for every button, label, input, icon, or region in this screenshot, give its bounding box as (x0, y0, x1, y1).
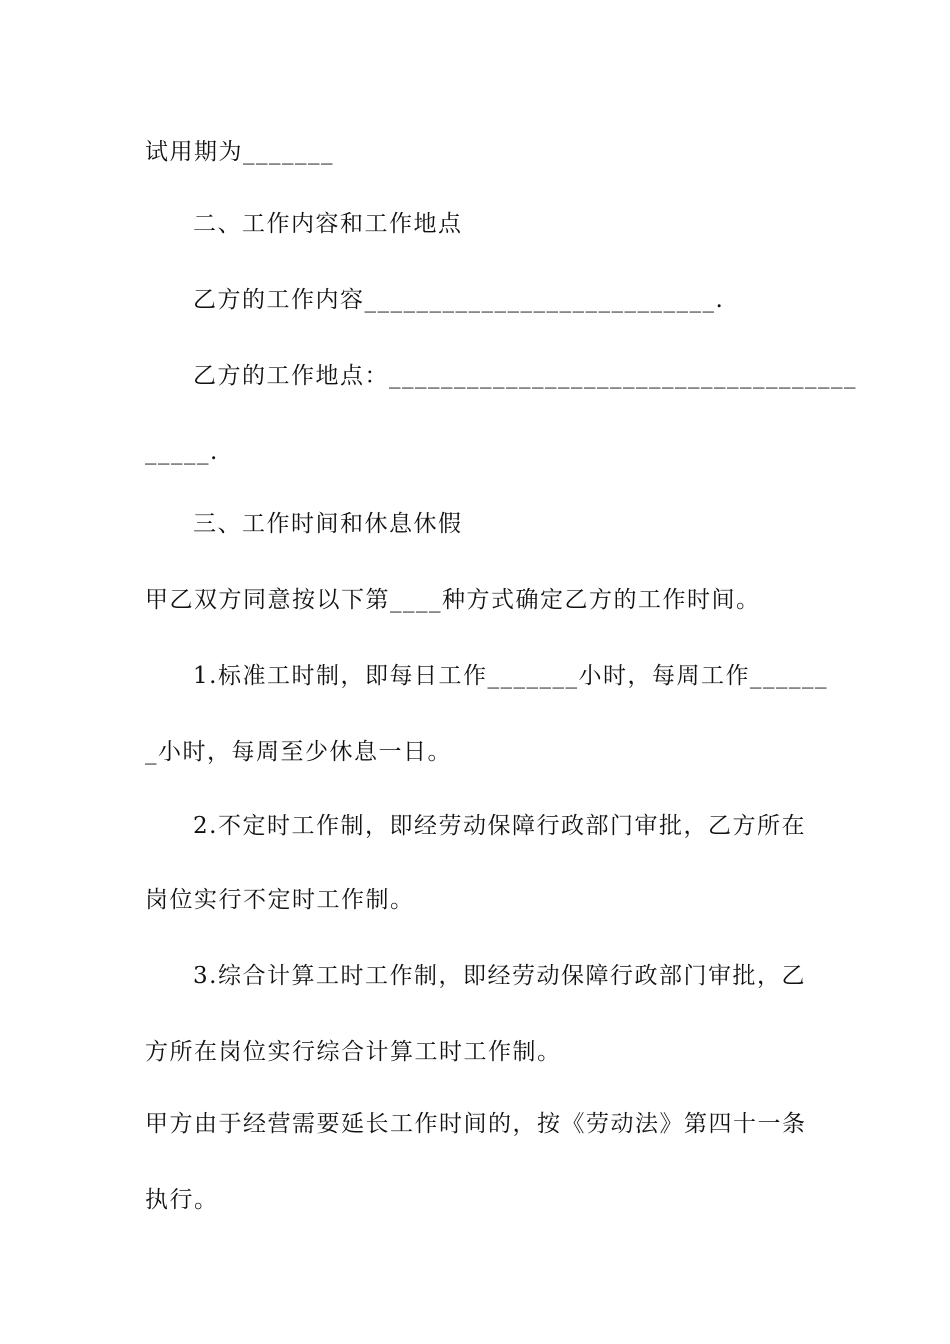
section-2-heading: 二、工作内容和工作地点 (193, 211, 463, 237)
comprehensive-hours-line: 3.综合计算工时工作制，即经劳动保障行政部门审批，乙 (193, 963, 806, 989)
work-time-method-line: 甲乙双方同意按以下第____种方式确定乙方的工作时间。 (145, 587, 761, 613)
work-location-line: 乙方的工作地点：____________________________________ (193, 363, 857, 389)
flexible-hours-continuation: 岗位实行不定时工作制。 (145, 887, 415, 913)
overtime-line: 甲方由于经营需要延长工作时间的，按《劳动法》第四十一条 (145, 1111, 807, 1137)
work-content-line: 乙方的工作内容___________________________. (193, 287, 725, 313)
standard-hours-continuation: _小时，每周至少休息一日。 (145, 739, 452, 765)
overtime-continuation: 执行。 (145, 1187, 219, 1213)
section-3-heading: 三、工作时间和休息休假 (193, 511, 463, 537)
comprehensive-hours-continuation: 方所在岗位实行综合计算工时工作制。 (145, 1039, 562, 1065)
flexible-hours-line: 2.不定时工作制，即经劳动保障行政部门审批，乙方所在 (193, 813, 806, 839)
probation-line: 试用期为_______ (145, 139, 334, 165)
work-location-continuation: _____. (145, 439, 219, 465)
standard-hours-line: 1.标准工时制，即每日工作_______小时，每周工作______ (193, 663, 828, 689)
